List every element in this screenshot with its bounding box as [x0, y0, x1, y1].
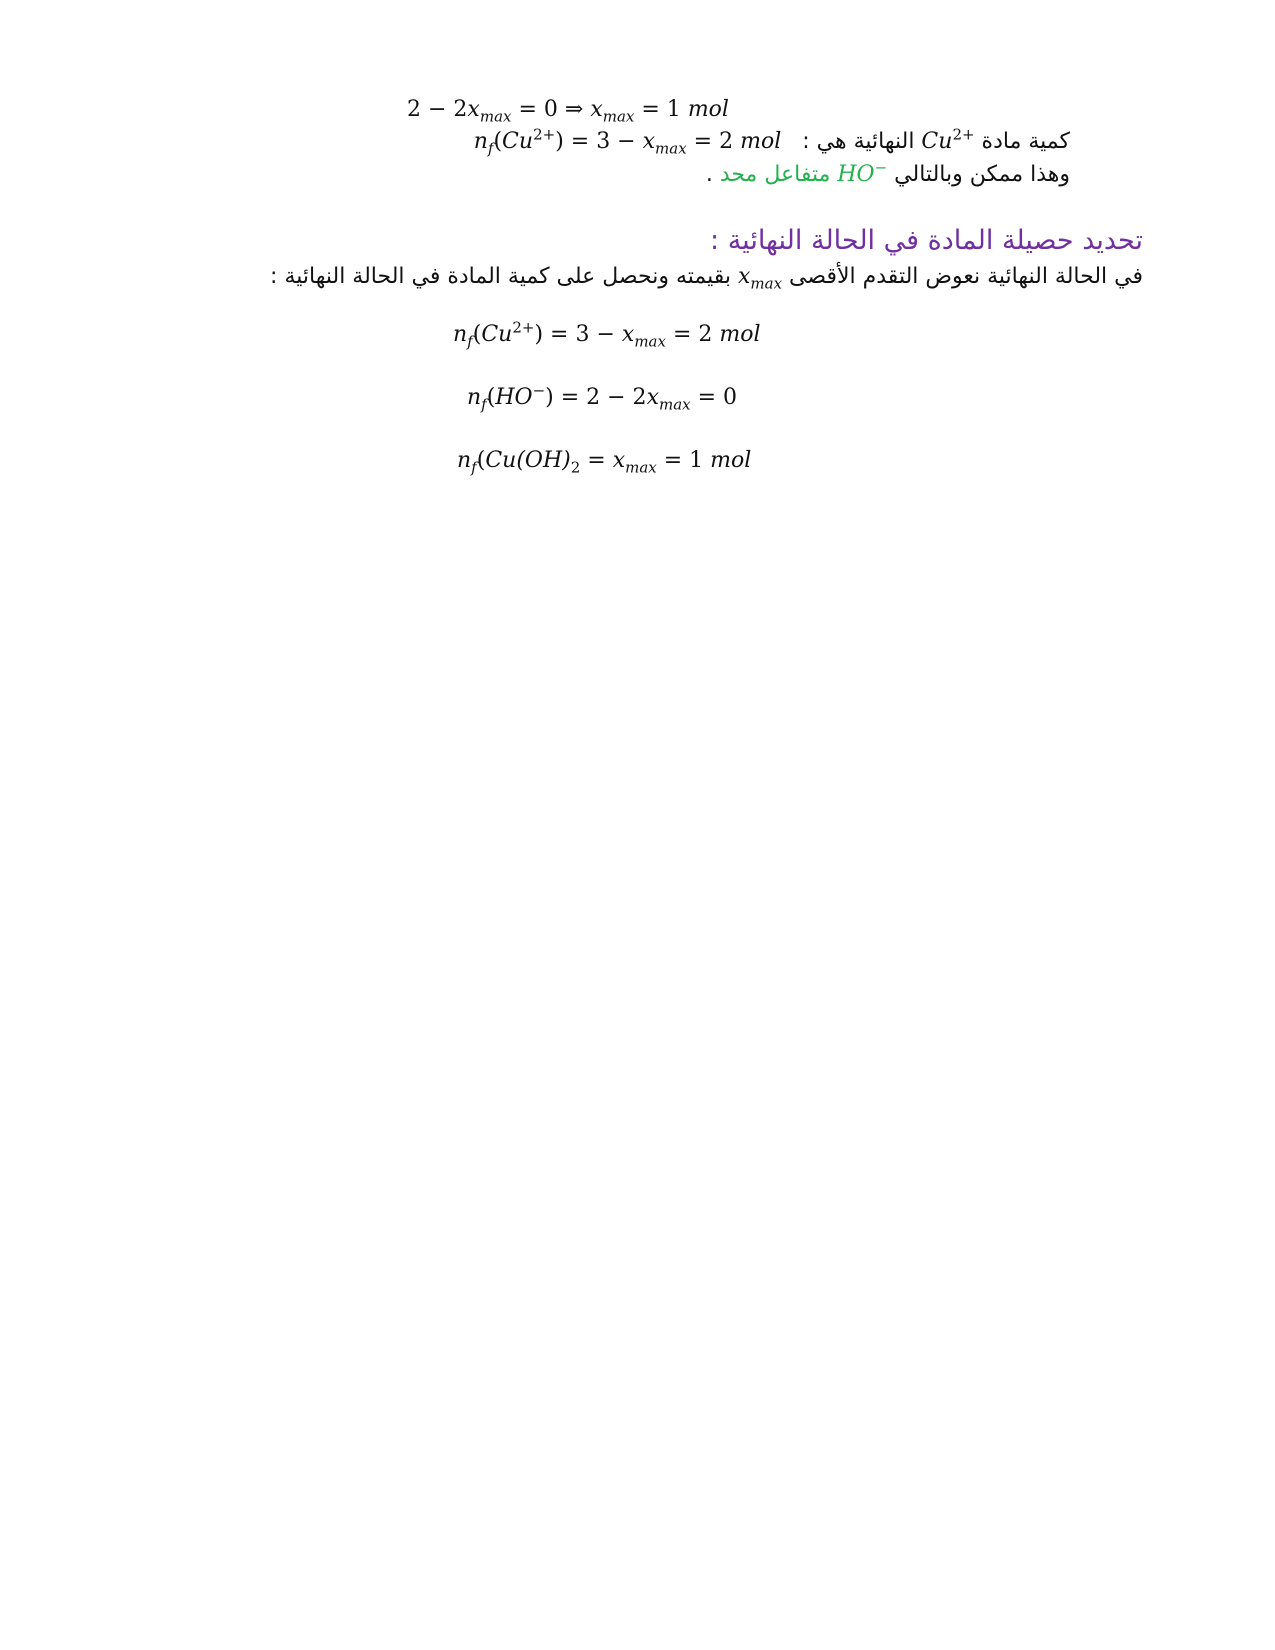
arabic-text: وهذا ممكن وبالتالي	[887, 162, 1070, 187]
equation-xmax	[407, 95, 729, 125]
sub-f: f	[487, 139, 494, 158]
var-n: n	[473, 129, 488, 154]
arabic-text-green: متفاعل محد	[719, 162, 838, 187]
sup-charge: 2+	[533, 125, 556, 144]
arabic-text: بقيمته ونحصل على كمية المادة في الحالة النهائية :	[270, 264, 738, 289]
unit-mol: mol	[740, 129, 782, 154]
paren: (	[486, 385, 496, 410]
symbol-cuoh: Cu(OH)	[485, 448, 571, 473]
symbol-ho: HO	[837, 162, 875, 187]
sub-max: max	[750, 274, 783, 293]
equation-nf-cuoh2-final	[457, 448, 752, 477]
arabic-text: النهائية هي :	[802, 129, 922, 154]
section-heading	[710, 226, 1143, 256]
var-n: n	[467, 385, 482, 410]
heading-text: تحديد حصيلة المادة في الحالة النهائية :	[710, 225, 1143, 256]
symbol-cu: Cu	[921, 129, 953, 154]
symbol-cu: Cu	[502, 129, 534, 154]
eq-part: = 1	[656, 448, 711, 473]
final-cu-line	[474, 127, 1070, 157]
paren: (	[472, 322, 482, 347]
paren: (	[493, 129, 503, 154]
eq-part: ) = 3 −	[534, 322, 622, 347]
sub-max: max	[658, 395, 691, 414]
cu-ion	[921, 125, 975, 154]
var-x: x	[590, 97, 603, 122]
sub-f: f	[467, 332, 473, 351]
limiting-reagent-line	[706, 160, 1070, 190]
sup-charge: −	[874, 158, 888, 177]
var-x: x	[642, 129, 656, 154]
var-n: n	[453, 322, 468, 347]
paren: (	[476, 448, 486, 473]
sup-charge: 2+	[952, 125, 975, 144]
symbol-ho: HO	[495, 385, 533, 410]
var-x: x	[621, 322, 635, 347]
intro-paragraph	[270, 262, 1143, 292]
eq-part: = 3 −	[570, 129, 643, 154]
equation-nf-cu: $n_f(Cu^{2+}) = 3 - x_{max} = 2$ mol	[473, 125, 782, 158]
period: .	[705, 162, 720, 187]
sub-2: 2	[570, 458, 581, 477]
var-x: x	[646, 385, 659, 410]
sub-f: f	[481, 395, 487, 414]
eq-part: =	[580, 448, 613, 473]
sub-max: max	[602, 107, 635, 126]
sub-max: max	[479, 107, 512, 126]
arabic-text: كمية مادة	[974, 129, 1070, 154]
eq-part: = 2	[686, 129, 741, 154]
equation-nf-cu-final	[453, 318, 761, 351]
sub-f: f	[471, 458, 477, 477]
unit-mol: mol	[719, 322, 761, 347]
arabic-text: في الحالة النهائية نعوض التقدم الأقصى	[782, 264, 1143, 289]
xmax-symbol	[738, 264, 783, 293]
symbol-cu: Cu	[481, 322, 513, 347]
eq-part: = 2	[665, 322, 720, 347]
eq-part: = 0	[690, 385, 738, 410]
sup-charge: 2+	[512, 318, 535, 337]
sub-max: max	[634, 332, 666, 351]
eq-part: = 0 ⇒	[511, 97, 591, 122]
unit-mol: mol	[687, 97, 729, 122]
ho-ion	[837, 158, 888, 187]
eq-part: ) = 2 − 2	[545, 385, 647, 410]
var-n: n	[457, 448, 472, 473]
var-x: x	[738, 264, 751, 289]
sup-charge: −	[532, 381, 546, 400]
sub-max: max	[625, 458, 657, 477]
var-x: x	[612, 448, 626, 473]
eq-part: 2 − 2	[407, 97, 468, 122]
equation-nf-ho-final	[467, 381, 738, 414]
sub-max: max	[655, 139, 687, 158]
var-x: x	[467, 97, 480, 122]
eq-part: = 1	[634, 97, 688, 122]
unit-mol: mol	[710, 448, 752, 473]
